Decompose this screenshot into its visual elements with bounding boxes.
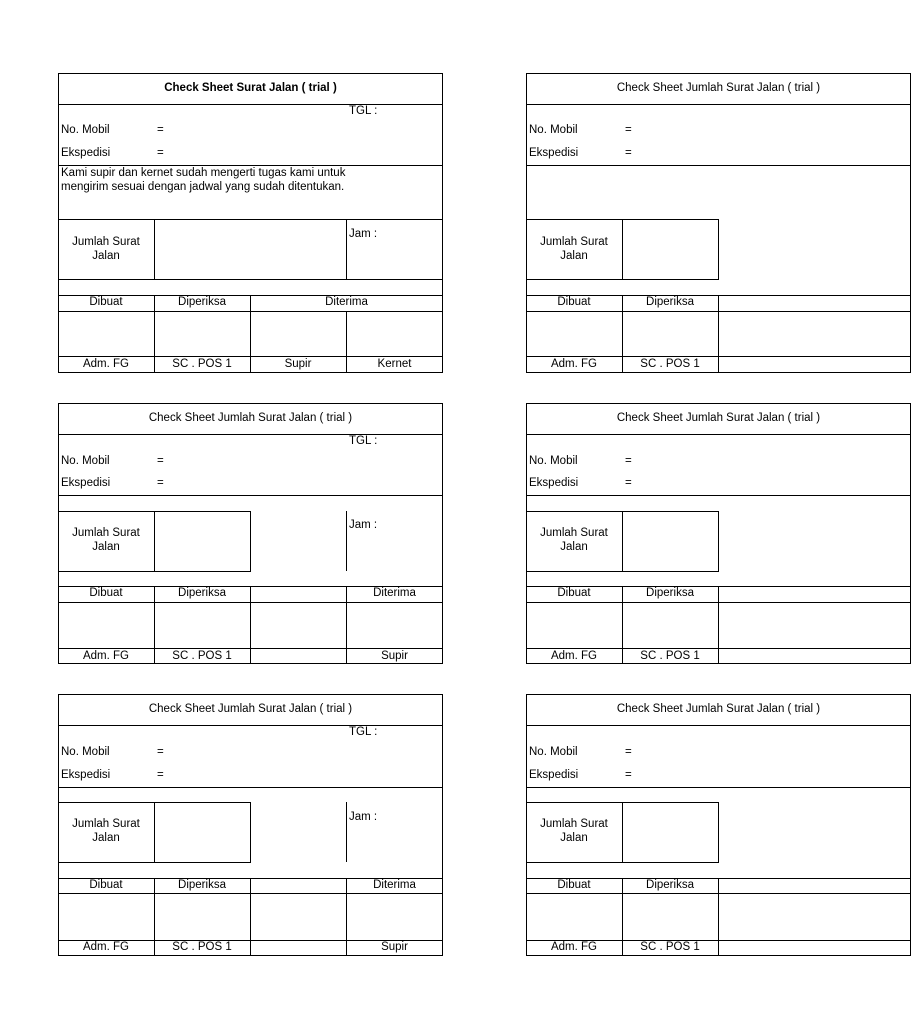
no-mobil-label: No. Mobil — [529, 746, 578, 758]
no-mobil-label: No. Mobil — [61, 455, 110, 467]
header-dibuat: Dibuat — [89, 587, 123, 599]
footer-adm-fg: Adm. FG — [82, 358, 129, 370]
footer-supir: Supir — [381, 941, 408, 953]
sheet-title: Check Sheet Jumlah Surat Jalan ( trial ) — [616, 412, 821, 424]
jam-label: Jam : — [349, 228, 378, 240]
jumlah-label-line-1: Jumlah Surat — [540, 527, 608, 539]
header-diperiksa: Diperiksa — [646, 879, 694, 891]
header-diperiksa: Diperiksa — [178, 587, 226, 599]
header-dibuat: Dibuat — [89, 879, 123, 891]
header-dibuat: Dibuat — [557, 879, 591, 891]
ekspedisi-equals: = — [625, 477, 632, 489]
footer-sc-pos: SC . POS 1 — [172, 358, 232, 370]
header-diterima: Diterima — [373, 587, 416, 599]
footer-kernet: Kernet — [377, 358, 412, 370]
ekspedisi-label: Ekspedisi — [61, 477, 111, 489]
ekspedisi-label: Ekspedisi — [61, 147, 111, 159]
jumlah-label-line-2: Jalan — [560, 250, 588, 262]
ekspedisi-label: Ekspedisi — [529, 769, 579, 781]
jam-label: Jam : — [349, 519, 378, 531]
jam-label: Jam : — [349, 811, 378, 823]
check-sheet-2 — [58, 403, 442, 687]
check-sheet-3 — [58, 694, 442, 978]
check-sheet-1 — [58, 73, 442, 370]
ekspedisi-equals: = — [157, 477, 164, 489]
check-sheet-right-2 — [526, 403, 910, 687]
sheet-title: Check Sheet Surat Jalan ( trial ) — [164, 82, 337, 94]
no-mobil-equals: = — [157, 455, 164, 467]
footer-sc-pos: SC . POS 1 — [640, 650, 700, 662]
statement-line-2: mengirim sesuai dengan jadwal yang sudah ditentukan. — [61, 181, 345, 193]
header-diperiksa: Diperiksa — [646, 296, 694, 308]
header-dibuat: Dibuat — [89, 296, 123, 308]
sheet-title: Check Sheet Jumlah Surat Jalan ( trial ) — [148, 703, 353, 715]
jumlah-label-line-2: Jalan — [92, 832, 120, 844]
ekspedisi-equals: = — [625, 769, 632, 781]
no-mobil-label: No. Mobil — [61, 124, 110, 136]
ekspedisi-label: Ekspedisi — [61, 769, 111, 781]
header-diterima: Diterima — [325, 296, 368, 308]
jumlah-label-line-2: Jalan — [560, 541, 588, 553]
jumlah-label-line-1: Jumlah Surat — [72, 236, 140, 248]
footer-adm-fg: Adm. FG — [550, 650, 597, 662]
statement-line-1: Kami supir dan kernet sudah mengerti tugas kami untuk — [61, 167, 346, 179]
no-mobil-equals: = — [625, 124, 632, 136]
check-sheet-right-1 — [526, 73, 910, 370]
no-mobil-equals: = — [157, 124, 164, 136]
footer-supir: Supir — [381, 650, 408, 662]
no-mobil-label: No. Mobil — [529, 124, 578, 136]
footer-adm-fg: Adm. FG — [550, 941, 597, 953]
no-mobil-equals: = — [625, 746, 632, 758]
ekspedisi-label: Ekspedisi — [529, 147, 579, 159]
sheet-title: Check Sheet Jumlah Surat Jalan ( trial ) — [616, 703, 821, 715]
header-diperiksa: Diperiksa — [178, 879, 226, 891]
jumlah-label-line-1: Jumlah Surat — [540, 818, 608, 830]
ekspedisi-equals: = — [157, 769, 164, 781]
check-sheet-right-3 — [526, 694, 910, 978]
footer-adm-fg: Adm. FG — [82, 650, 129, 662]
jumlah-label-line-1: Jumlah Surat — [540, 236, 608, 248]
header-diterima: Diterima — [373, 879, 416, 891]
sheet-title: Check Sheet Jumlah Surat Jalan ( trial ) — [616, 82, 821, 94]
jumlah-label-line-2: Jalan — [560, 832, 588, 844]
footer-sc-pos: SC . POS 1 — [172, 650, 232, 662]
footer-sc-pos: SC . POS 1 — [172, 941, 232, 953]
ekspedisi-equals: = — [625, 147, 632, 159]
header-diperiksa: Diperiksa — [646, 587, 694, 599]
no-mobil-equals: = — [625, 455, 632, 467]
tgl-label: TGL : — [349, 105, 378, 117]
jumlah-label-line-1: Jumlah Surat — [72, 818, 140, 830]
jumlah-label-line-1: Jumlah Surat — [72, 527, 140, 539]
sheet-title: Check Sheet Jumlah Surat Jalan ( trial ) — [148, 412, 353, 424]
footer-sc-pos: SC . POS 1 — [640, 941, 700, 953]
tgl-label: TGL : — [349, 726, 378, 738]
no-mobil-label: No. Mobil — [529, 455, 578, 467]
no-mobil-label: No. Mobil — [61, 746, 110, 758]
ekspedisi-label: Ekspedisi — [529, 477, 579, 489]
footer-adm-fg: Adm. FG — [550, 358, 597, 370]
header-dibuat: Dibuat — [557, 587, 591, 599]
jumlah-label-line-2: Jalan — [92, 250, 120, 262]
no-mobil-equals: = — [157, 746, 164, 758]
footer-supir: Supir — [284, 358, 312, 370]
jumlah-label-line-2: Jalan — [92, 541, 120, 553]
header-diperiksa: Diperiksa — [178, 296, 226, 308]
footer-adm-fg: Adm. FG — [82, 941, 129, 953]
header-dibuat: Dibuat — [557, 296, 591, 308]
tgl-label: TGL : — [349, 435, 378, 447]
ekspedisi-equals: = — [157, 147, 164, 159]
footer-sc-pos: SC . POS 1 — [640, 358, 700, 370]
